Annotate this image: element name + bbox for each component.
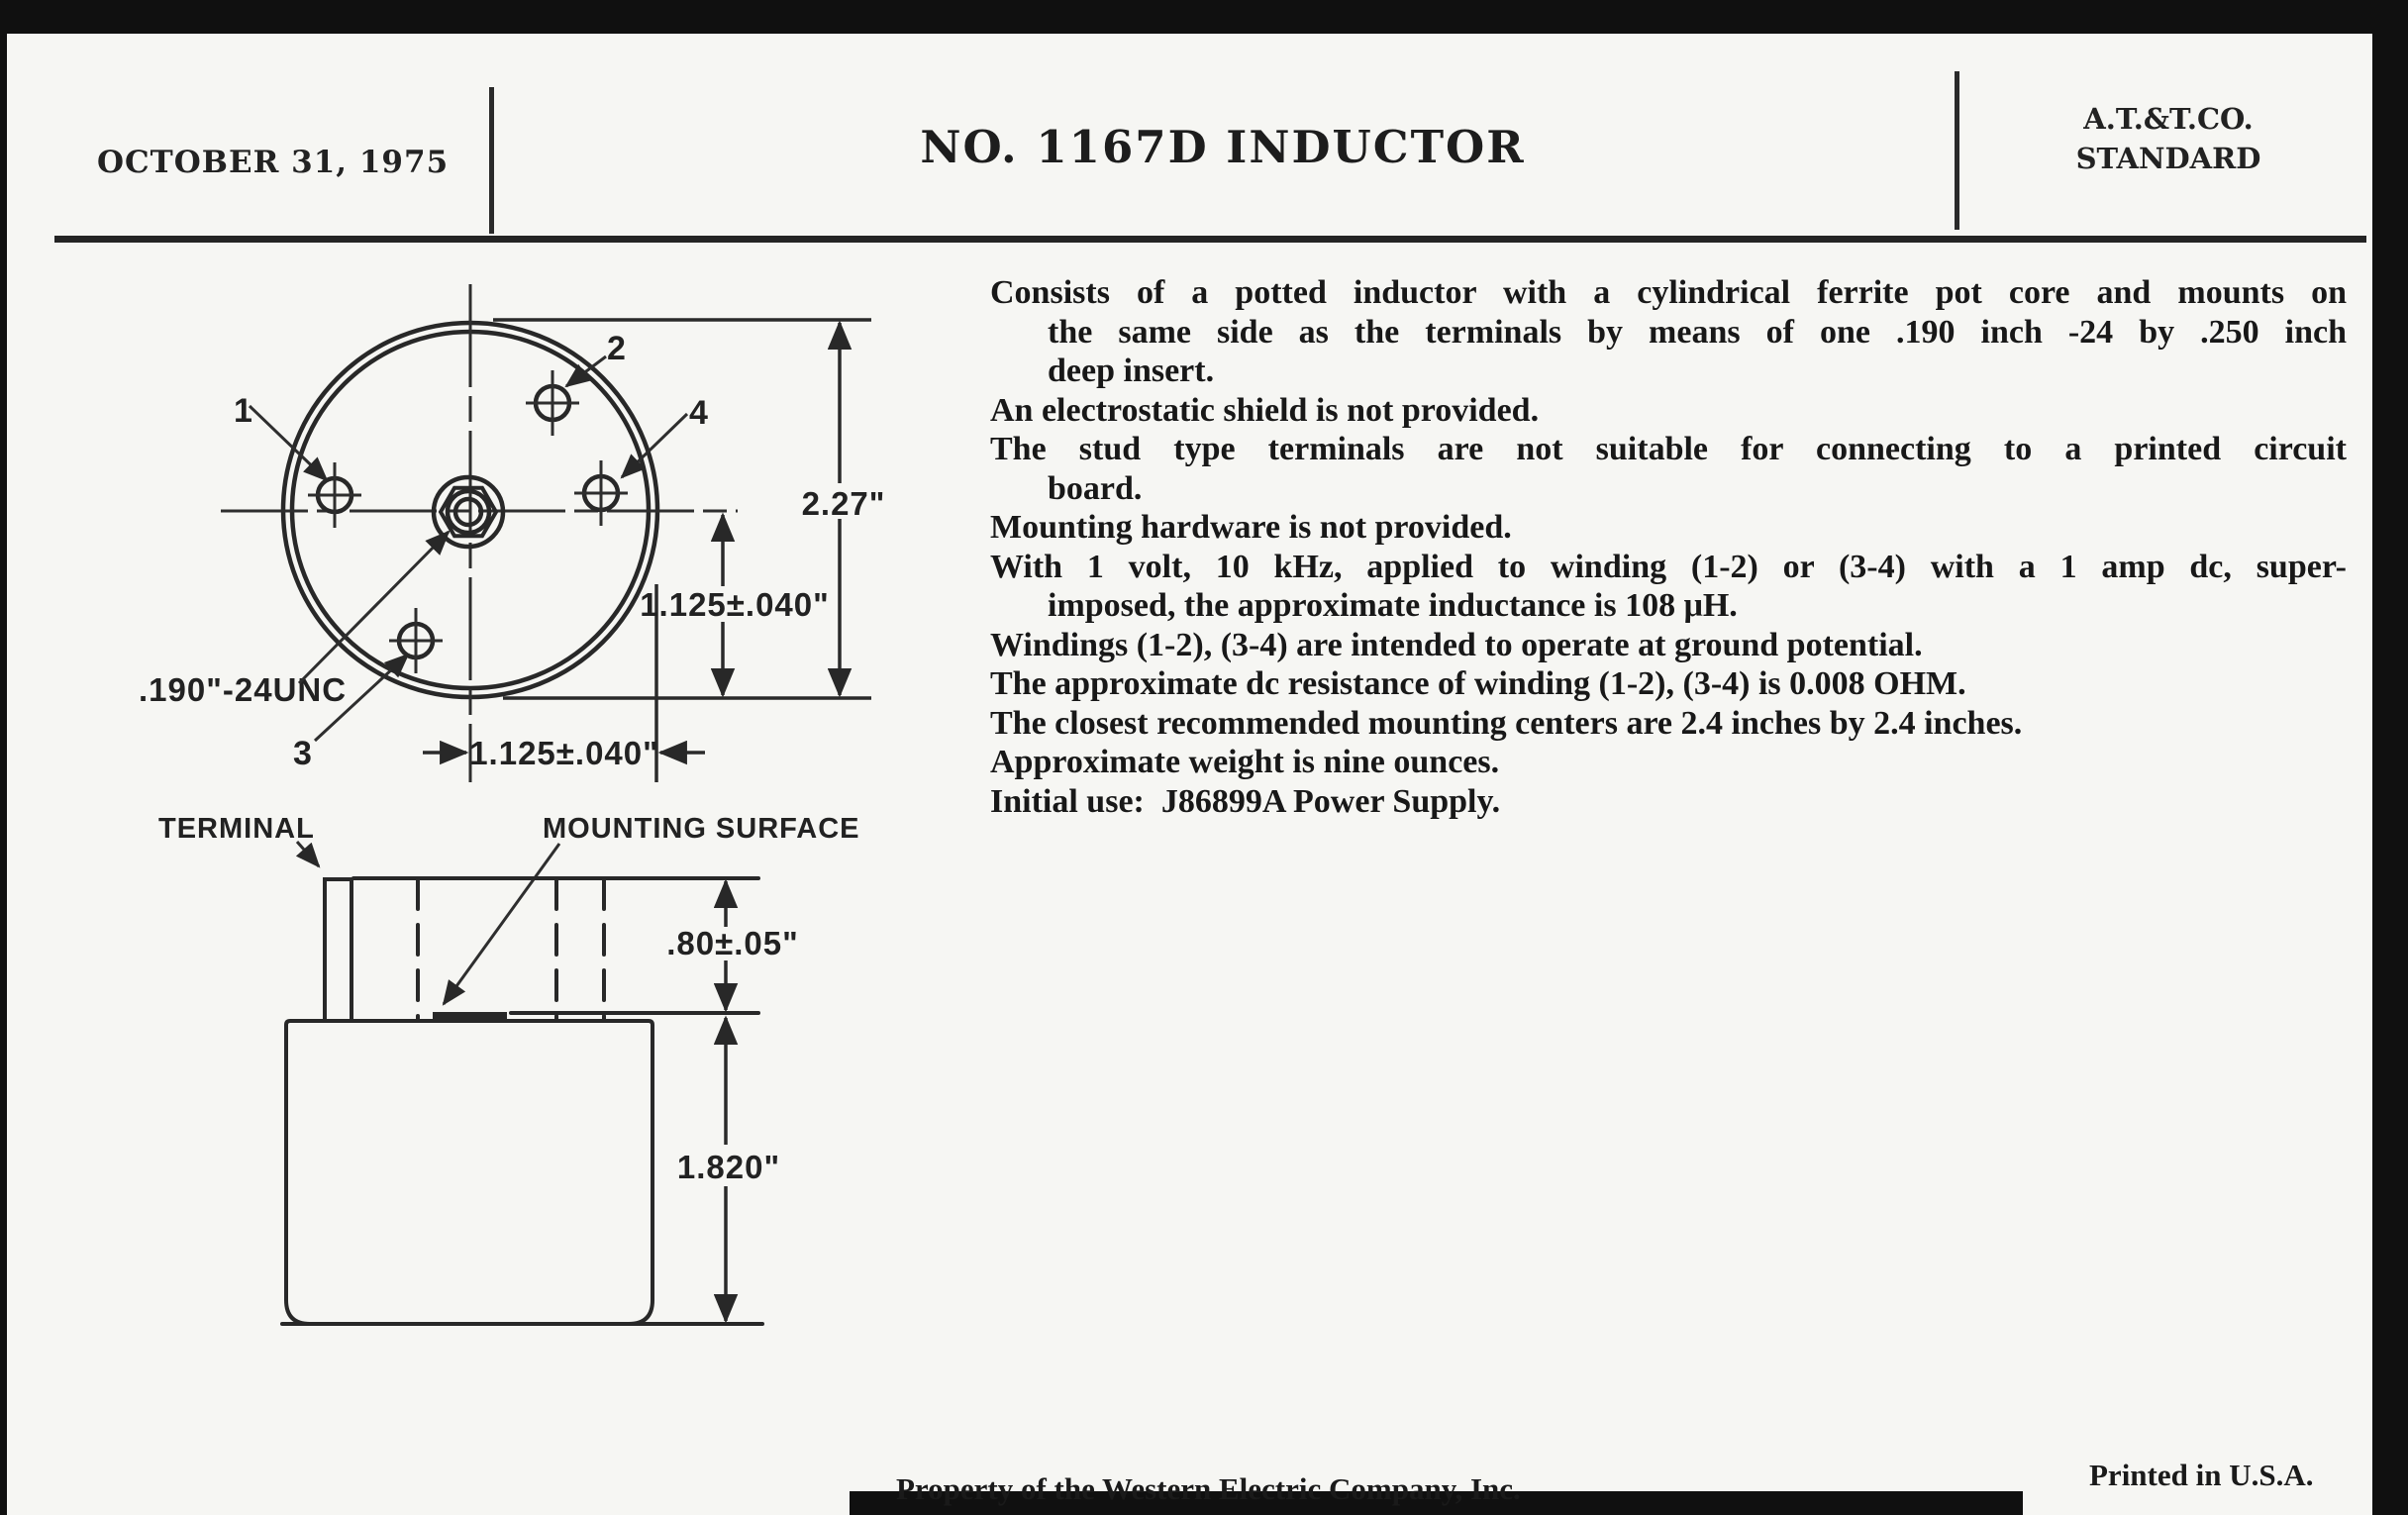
- spec-line: Approximate weight is nine ounces.: [990, 744, 1500, 780]
- technical-drawing: [0, 248, 970, 1416]
- dim-body-label: 1.820": [676, 1149, 781, 1185]
- spec-line: An electrostatic shield is not provided.: [990, 391, 1540, 429]
- terminal-caption: TERMINAL: [158, 813, 315, 845]
- dim-horiz-label: 1.125±.040": [469, 735, 659, 771]
- header-divider-right: [1955, 71, 1959, 230]
- dim-vert-label: 1.125±.040": [640, 586, 830, 623]
- thread-callout: .190"-24UNC: [139, 671, 348, 708]
- org-line1: A.T.&T.CO.: [2083, 102, 2254, 136]
- spec-line: imposed, the approximate inductance is 108 μH.: [1048, 587, 1738, 624]
- spec-line: The stud type terminals are not suitable for connecting to a printed circuit: [990, 431, 2347, 467]
- callout-2: 2: [607, 330, 626, 367]
- terminal-leader: [297, 842, 319, 866]
- top-view: [139, 284, 885, 782]
- spec-line: The closest recommended mounting centers are 2.4 inches by 2.4 inches.: [990, 704, 2023, 742]
- header-divider-left: [489, 87, 494, 234]
- footer-property-notice: Property of the Western Electric Company, Inc.: [896, 1471, 1521, 1506]
- header-rule: [54, 236, 2366, 243]
- scan-edge-top: [0, 0, 2408, 34]
- spec-line: With 1 volt, 10 kHz, applied to winding (1-2) or (3-4) with a 1 amp dc, super-: [990, 548, 2347, 585]
- org-line2: STANDARD: [2075, 142, 2261, 175]
- inductor-body: [286, 1021, 652, 1324]
- callout-3: 3: [293, 735, 312, 772]
- callout-4: 4: [689, 394, 708, 432]
- terminal-1: [308, 462, 361, 528]
- callout-1: 1: [234, 392, 252, 430]
- terminal-2: [526, 370, 579, 436]
- spec-line: deep insert.: [1048, 353, 1215, 389]
- dim-height-label: .80±.05": [666, 925, 799, 961]
- scan-edge-right: [2372, 0, 2408, 1515]
- spec-line: the same side as the terminals by means of one .190 inch -24 by .250 inch: [1048, 313, 2347, 351]
- spec-paragraphs: [990, 273, 2347, 821]
- mounting-caption: MOUNTING SURFACE: [543, 813, 860, 845]
- mounting-leader: [444, 844, 559, 1004]
- page-title: NO. 1167D INDUCTOR: [920, 121, 1526, 173]
- terminal-4: [574, 460, 628, 526]
- spec-line: Consists of a potted inductor with a cylindrical ferrite pot core and mounts on: [990, 274, 2347, 311]
- spec-line: board.: [1048, 469, 1143, 507]
- footer-printed-notice: Printed in U.S.A.: [2089, 1458, 2314, 1492]
- document-date: OCTOBER 31, 1975: [97, 145, 450, 180]
- org-label: [2020, 99, 2317, 178]
- dim-overall-label: 2.27": [801, 485, 886, 522]
- spec-line: Mounting hardware is not provided.: [990, 509, 1512, 546]
- spec-line: Initial use: J86899A Power Supply.: [990, 782, 1501, 820]
- spec-line: The approximate dc resistance of winding (1-2), (3-4) is 0.008 OHM.: [990, 665, 1966, 702]
- terminal-stud: [325, 879, 351, 1021]
- spec-line: Windings (1-2), (3-4) are intended to operate at ground potential.: [990, 626, 1923, 663]
- side-view: [158, 813, 860, 1324]
